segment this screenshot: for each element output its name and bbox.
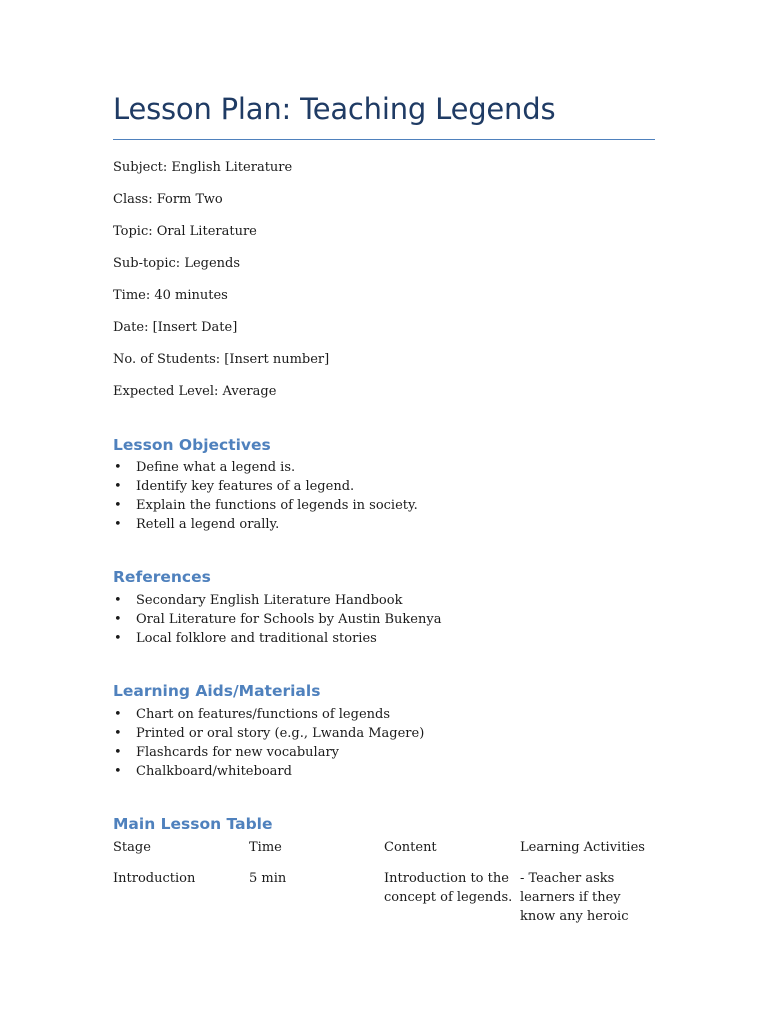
list-item: • Identify key features of a legend. — [114, 479, 355, 494]
bullet-icon: • — [114, 726, 122, 741]
meta-time: Time: 40 minutes — [113, 288, 228, 303]
table-cell-activities: - Teacher asks learners if they know any heroic — [520, 871, 629, 924]
meta-class: Class: Form Two — [113, 192, 223, 207]
bullet-icon: • — [114, 707, 122, 722]
page-title: Lesson Plan: Teaching Legends — [113, 92, 556, 126]
meta-subtopic: Sub-topic: Legends — [113, 256, 241, 271]
objectives-list — [113, 458, 418, 534]
meta-level: Expected Level: Average — [113, 384, 277, 399]
list-item: • Local folklore and traditional stories — [114, 631, 377, 646]
bullet-icon: • — [114, 631, 122, 646]
bullet-icon: • — [114, 460, 122, 475]
bullet-icon: • — [114, 612, 122, 627]
meta-topic: Topic: Oral Literature — [113, 224, 257, 239]
objectives-heading: Lesson Objectives — [113, 436, 271, 454]
table-cell-content: Introduction to the concept of legends. — [384, 871, 513, 905]
table-header-content: Content — [384, 840, 437, 855]
list-item: • Secondary English Literature Handbook — [114, 593, 403, 608]
list-item: • Explain the functions of legends in society. — [114, 498, 418, 513]
list-item: • Flashcards for new vocabulary — [114, 745, 340, 760]
bullet-icon: • — [114, 517, 122, 532]
references-list — [113, 591, 441, 648]
meta-subject: Subject: English Literature — [113, 160, 293, 175]
bullet-icon: • — [114, 479, 122, 494]
references-heading: References — [113, 568, 211, 586]
meta-date: Date: [Insert Date] — [113, 320, 238, 335]
table-cell-stage: Introduction — [113, 871, 196, 886]
bullet-icon: • — [114, 745, 122, 760]
table-header-activities: Learning Activities — [520, 840, 645, 855]
list-item: • Define what a legend is. — [114, 460, 296, 475]
title-underline — [113, 139, 655, 140]
table-header-stage: Stage — [113, 840, 151, 855]
list-item: • Chalkboard/whiteboard — [114, 764, 292, 779]
table-heading: Main Lesson Table — [113, 815, 273, 833]
list-item: • Chart on features/functions of legends — [114, 707, 391, 722]
materials-list — [113, 705, 424, 781]
bullet-icon: • — [114, 593, 122, 608]
table-header-time: Time — [249, 840, 282, 855]
meta-students: No. of Students: [Insert number] — [113, 352, 330, 367]
table-cell-time: 5 min — [249, 871, 287, 886]
bullet-icon: • — [114, 498, 122, 513]
materials-heading: Learning Aids/Materials — [113, 682, 321, 700]
list-item: • Oral Literature for Schools by Austin Bukenya — [114, 612, 442, 627]
list-item: • Retell a legend orally. — [114, 517, 280, 532]
bullet-icon: • — [114, 764, 122, 779]
list-item: • Printed or oral story (e.g., Lwanda Magere) — [114, 726, 425, 741]
